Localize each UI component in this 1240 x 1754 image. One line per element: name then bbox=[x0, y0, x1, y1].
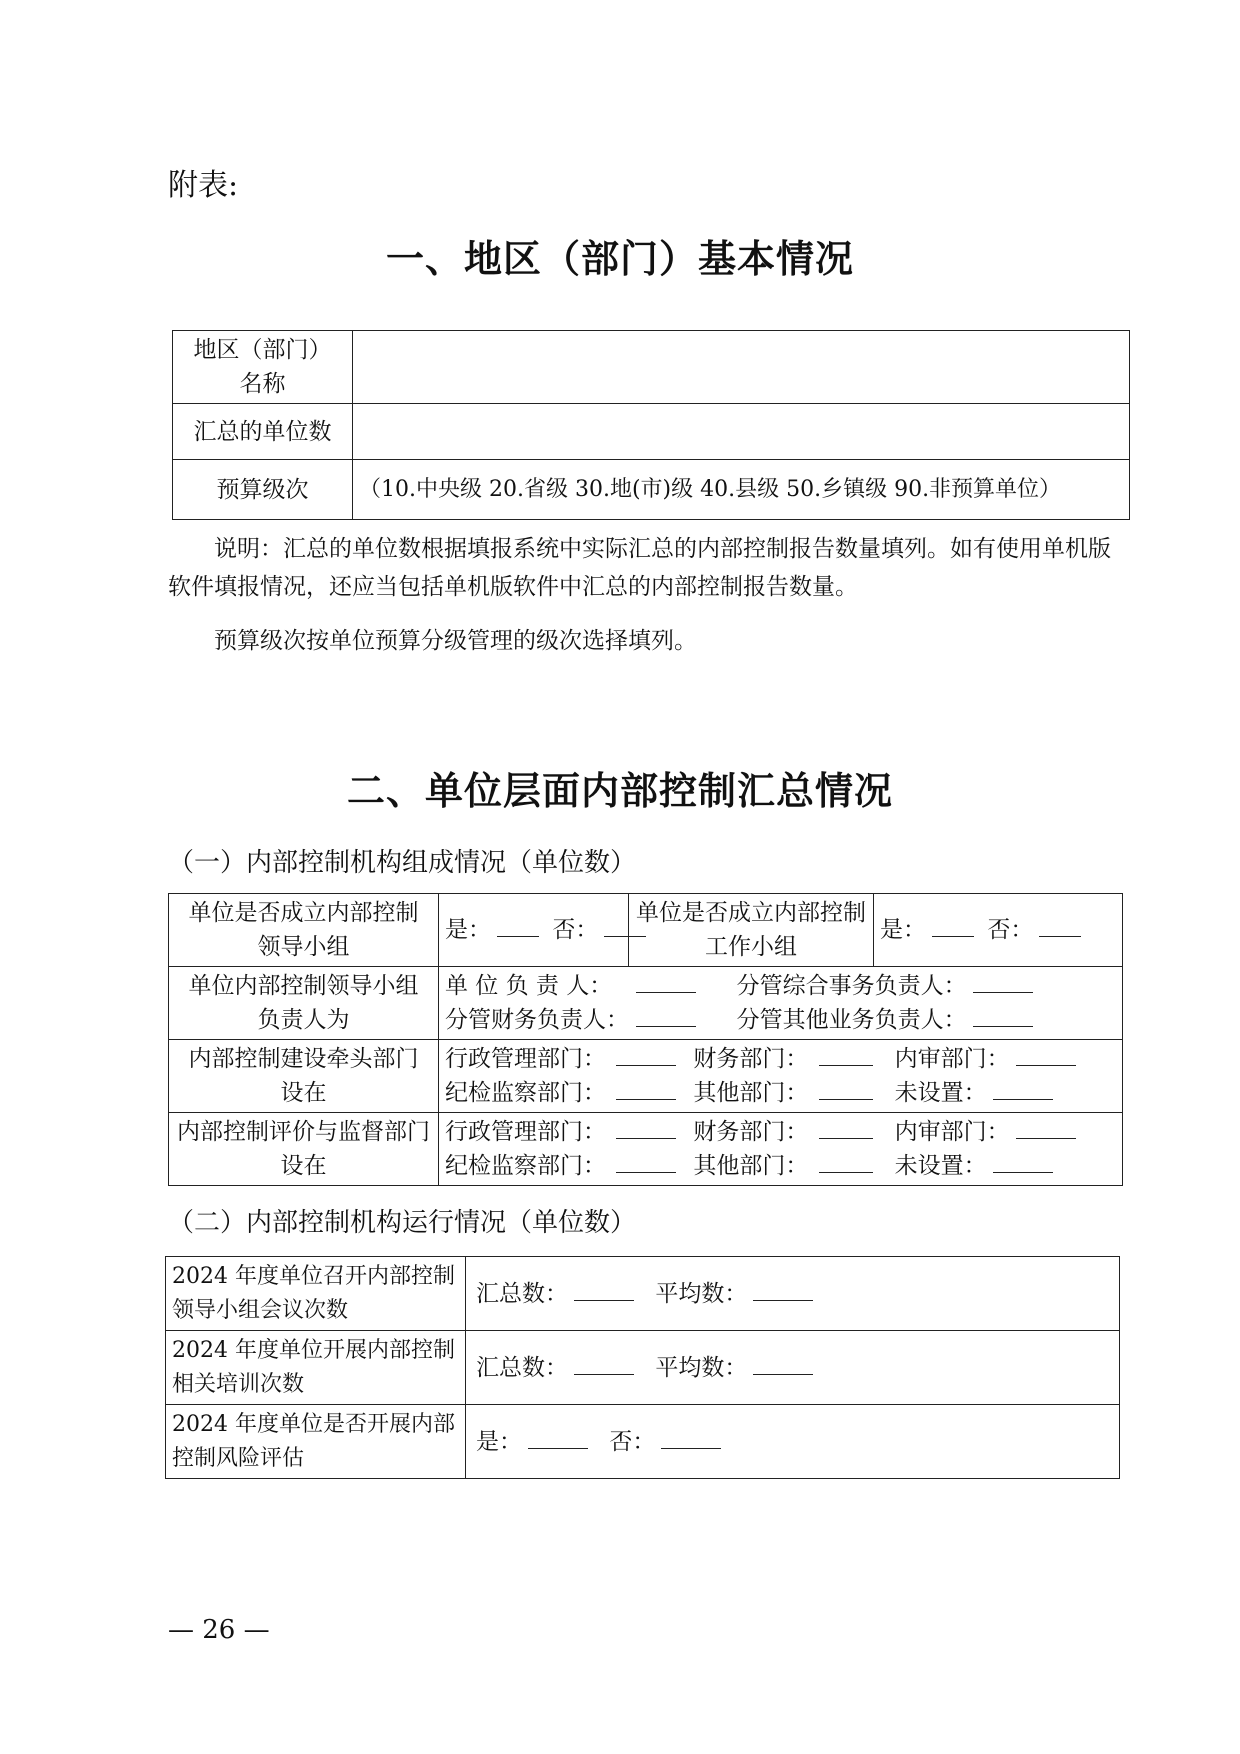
section1-title: 一、地区（部门）基本情况 bbox=[385, 237, 854, 281]
lead-dept-blank-6[interactable] bbox=[993, 1077, 1053, 1100]
region-name-label: 地区（部门） 名称 bbox=[173, 331, 353, 404]
region-name-value[interactable] bbox=[353, 331, 1130, 404]
eval-dept-label: 内部控制评价与监督部门 设在 bbox=[169, 1113, 439, 1186]
subsection2-title: （二）内部控制机构运行情况（单位数） bbox=[168, 1208, 637, 1238]
leading-yes-blank[interactable] bbox=[497, 914, 539, 937]
budget-level-value: （10.中央级 20.省级 30.地(市)级 40.县级 50.乡镇级 90.非预算单位） bbox=[353, 460, 1130, 520]
eval-dept-blank-4[interactable] bbox=[616, 1150, 676, 1173]
leading-group-label: 单位是否成立内部控制 领导小组 bbox=[169, 894, 439, 967]
leader-blank-1[interactable] bbox=[636, 970, 696, 993]
org-composition-table bbox=[168, 893, 1123, 1186]
lead-dept-blank-5[interactable] bbox=[819, 1077, 873, 1100]
eval-dept-blank-2[interactable] bbox=[819, 1116, 873, 1139]
eval-dept-blank-1[interactable] bbox=[616, 1116, 676, 1139]
training-count-label: 2024 年度单位开展内部控制 相关培训次数 bbox=[166, 1331, 466, 1405]
basic-info-table bbox=[172, 330, 1130, 520]
risk-yes-blank[interactable] bbox=[528, 1426, 588, 1449]
note-1: 说明：汇总的单位数根据填报系统中实际汇总的内部控制报告数量填列。如有使用单机版软件填报情况，还应当包括单机版软件中汇总的内部控制报告数量。 bbox=[168, 536, 1111, 600]
working-no-blank[interactable] bbox=[1039, 914, 1081, 937]
leader-blank-2[interactable] bbox=[973, 970, 1033, 993]
page-number: — 26 — bbox=[168, 1615, 270, 1645]
leader-label: 单位内部控制领导小组 负责人为 bbox=[169, 967, 439, 1040]
meeting-avg-blank[interactable] bbox=[753, 1278, 813, 1301]
leader-blank-3[interactable] bbox=[636, 1004, 696, 1027]
leading-group-answer: 是： 否： bbox=[439, 894, 629, 967]
lead-dept-fields: 行政管理部门： 财务部门： 内审部门： 纪检监察部门： 其他部门： 未设置： bbox=[439, 1040, 1123, 1113]
risk-no-blank[interactable] bbox=[661, 1426, 721, 1449]
note-2: 预算级次按单位预算分级管理的级次选择填列。 bbox=[214, 628, 697, 654]
section2-title: 二、单位层面内部控制汇总情况 bbox=[346, 769, 893, 813]
leader-fields: 单 位 负 责 人： 分管综合事务负责人： 分管财务负责人： 分管其他业务负责人： bbox=[439, 967, 1123, 1040]
eval-dept-blank-5[interactable] bbox=[819, 1150, 873, 1173]
training-total-blank[interactable] bbox=[574, 1352, 634, 1375]
working-group-label: 单位是否成立内部控制 工作小组 bbox=[629, 894, 874, 967]
working-group-answer: 是： 否： bbox=[874, 894, 1123, 967]
eval-dept-blank-6[interactable] bbox=[993, 1150, 1053, 1173]
operation-table bbox=[165, 1256, 1120, 1479]
meeting-count-fields: 汇总数： 平均数： bbox=[466, 1257, 1120, 1331]
lead-dept-blank-4[interactable] bbox=[616, 1077, 676, 1100]
training-count-fields: 汇总数： 平均数： bbox=[466, 1331, 1120, 1405]
meeting-total-blank[interactable] bbox=[574, 1278, 634, 1301]
subsection1-title: （一）内部控制机构组成情况（单位数） bbox=[168, 848, 637, 878]
lead-dept-label: 内部控制建设牵头部门 设在 bbox=[169, 1040, 439, 1113]
leader-blank-4[interactable] bbox=[973, 1004, 1033, 1027]
risk-assessment-label: 2024 年度单位是否开展内部 控制风险评估 bbox=[166, 1405, 466, 1479]
unit-count-label: 汇总的单位数 bbox=[173, 404, 353, 460]
training-avg-blank[interactable] bbox=[753, 1352, 813, 1375]
budget-level-label: 预算级次 bbox=[173, 460, 353, 520]
lead-dept-blank-3[interactable] bbox=[1016, 1043, 1076, 1066]
risk-assessment-fields: 是： 否： bbox=[466, 1405, 1120, 1479]
appendix-label: 附表: bbox=[168, 168, 239, 203]
eval-dept-fields: 行政管理部门： 财务部门： 内审部门： 纪检监察部门： 其他部门： 未设置： bbox=[439, 1113, 1123, 1186]
unit-count-value[interactable] bbox=[353, 404, 1130, 460]
lead-dept-blank-2[interactable] bbox=[819, 1043, 873, 1066]
lead-dept-blank-1[interactable] bbox=[616, 1043, 676, 1066]
eval-dept-blank-3[interactable] bbox=[1016, 1116, 1076, 1139]
working-yes-blank[interactable] bbox=[932, 914, 974, 937]
meeting-count-label: 2024 年度单位召开内部控制 领导小组会议次数 bbox=[166, 1257, 466, 1331]
